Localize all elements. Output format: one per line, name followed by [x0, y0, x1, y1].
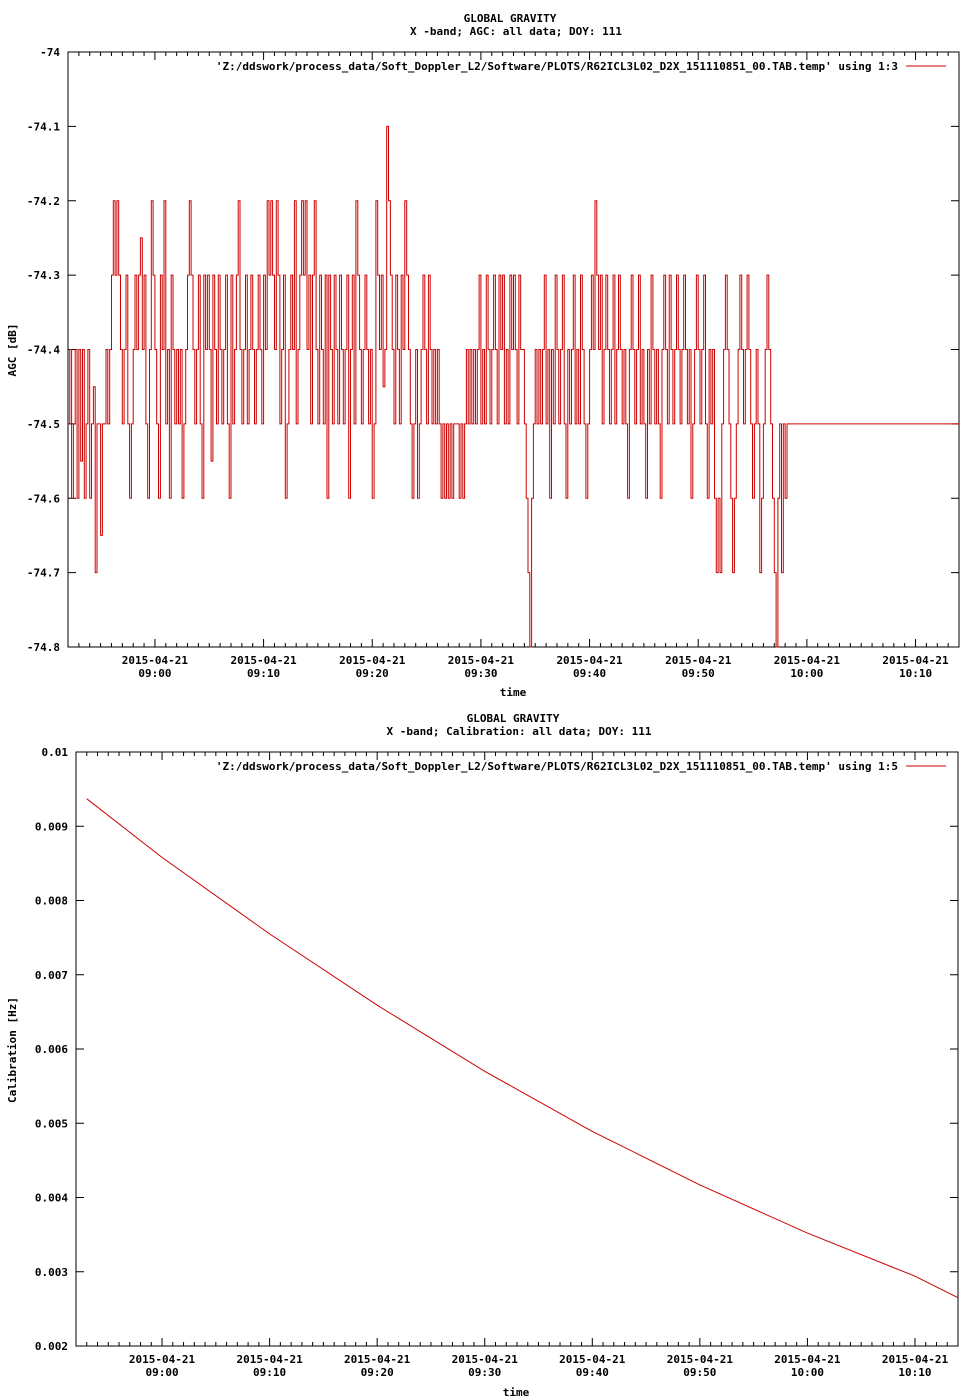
y-tick-label: 0.008 [34, 894, 68, 908]
legend-label: 'Z:/ddswork/process_data/Soft_Doppler_L2/Software/PLOTS/R62ICL3L02_D2X_151110851_00.TAB.temp' using 1:3 [215, 60, 898, 73]
x-tick-label-time: 09:10 [247, 667, 281, 680]
x-tick-label-time: 10:10 [898, 667, 933, 680]
x-tick-label-time: 09:20 [360, 1366, 394, 1379]
x-tick-label-date: 2015-04-21 [236, 1353, 303, 1366]
plot-frame [76, 752, 958, 1346]
chart-title: GLOBAL GRAVITY [466, 712, 560, 725]
y-tick-label: 0.006 [34, 1043, 68, 1056]
x-tick-label-time: 09:40 [572, 667, 607, 680]
series-line [87, 799, 958, 1298]
x-tick-label-time: 10:10 [898, 1366, 932, 1379]
y-axis-label: AGC [dB] [6, 323, 19, 377]
y-tick-label: 0.005 [34, 1117, 68, 1131]
y-axis-label: Calibration [Hz] [6, 997, 19, 1103]
x-tick-label-date: 2015-04-21 [665, 654, 732, 667]
y-tick-label: 0.003 [34, 1265, 68, 1279]
y-tick-label: -74.3 [26, 269, 60, 283]
y-tick-label: -74.8 [26, 641, 60, 654]
y-tick-label: -74.6 [26, 492, 60, 506]
y-tick-label: -74.7 [26, 566, 60, 580]
chart-subtitle: X -band; AGC: all data; DOY: 111 [410, 25, 622, 38]
chart-subtitle: X -band; Calibration: all data; DOY: 111 [386, 725, 652, 738]
y-tick-label: -74 [40, 46, 60, 59]
y-tick-label: -74.1 [26, 120, 60, 134]
x-tick-label-date: 2015-04-21 [666, 1353, 733, 1366]
x-tick-label-date: 2015-04-21 [881, 1353, 949, 1366]
x-tick-label-date: 2015-04-21 [556, 654, 623, 667]
series-line [68, 126, 959, 647]
x-tick-label-date: 2015-04-21 [128, 1353, 196, 1366]
x-tick-label-time: 09:50 [681, 667, 715, 680]
y-tick-label: 0.004 [34, 1191, 68, 1205]
x-tick-label-time: 09:30 [468, 1366, 502, 1379]
x-tick-label-time: 09:10 [253, 1366, 287, 1379]
x-tick-label-time: 09:00 [145, 1366, 179, 1379]
x-tick-label-date: 2015-04-21 [773, 654, 840, 667]
x-tick-label-date: 2015-04-21 [121, 654, 189, 667]
x-tick-label-date: 2015-04-21 [339, 654, 406, 667]
chart-title: GLOBAL GRAVITY [463, 12, 557, 25]
x-tick-label-time: 09:00 [138, 667, 172, 680]
x-axis-label: time [499, 686, 527, 699]
x-tick-label-time: 10:00 [790, 1366, 824, 1379]
x-tick-label-date: 2015-04-21 [344, 1353, 411, 1366]
x-tick-label-date: 2015-04-21 [882, 654, 949, 667]
y-tick-label: 0.007 [34, 968, 68, 982]
x-axis-label: time [502, 1386, 530, 1399]
y-tick-label: -74.5 [26, 417, 60, 431]
legend-label: 'Z:/ddswork/process_data/Soft_Doppler_L2/Software/PLOTS/R62ICL3L02_D2X_151110851_00.TAB.temp' using 1:5 [215, 760, 898, 773]
y-tick-label: -74.2 [26, 194, 60, 208]
y-tick-label: -74.4 [26, 343, 60, 357]
x-tick-label-time: 09:20 [355, 667, 389, 680]
x-tick-label-date: 2015-04-21 [451, 1353, 518, 1366]
y-tick-label: 0.01 [41, 746, 68, 759]
x-tick-label-date: 2015-04-21 [447, 654, 515, 667]
x-tick-label-date: 2015-04-21 [774, 1353, 841, 1366]
y-tick-label: 0.002 [34, 1340, 68, 1353]
y-tick-label: 0.009 [34, 820, 68, 834]
x-tick-label-time: 09:30 [464, 667, 498, 680]
x-tick-label-date: 2015-04-21 [230, 654, 297, 667]
x-tick-label-time: 10:00 [790, 667, 824, 680]
x-tick-label-date: 2015-04-21 [559, 1353, 626, 1366]
x-tick-label-time: 09:40 [575, 1366, 609, 1379]
agc-chart [6, 12, 959, 699]
calibration-chart [6, 712, 958, 1399]
x-tick-label-time: 09:50 [683, 1366, 717, 1379]
